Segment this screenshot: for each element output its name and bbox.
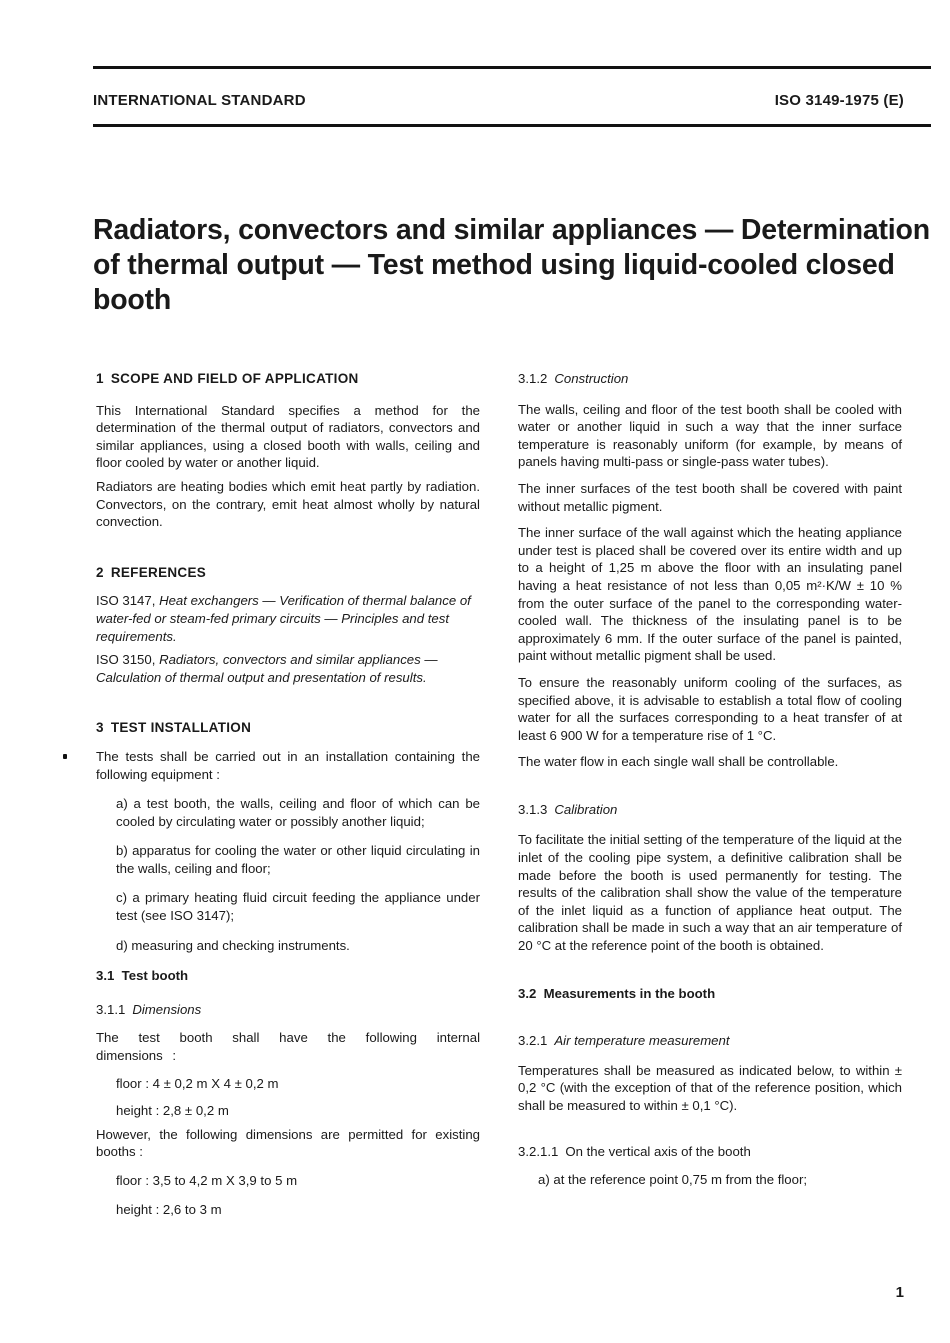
- reference-title: Radiators, convectors and similar appliances — Calculation of thermal output and presentation of results.: [96, 652, 438, 685]
- header-bottom-rule: [93, 124, 931, 127]
- section-number: 1: [96, 371, 104, 386]
- subsection-3-1-2-heading: [518, 370, 902, 388]
- installation-intro: The tests shall be carried out in an installation containing the following equipment :: [96, 748, 480, 782]
- height-dimension: height : 2,8 ± 0,2 m: [116, 1103, 229, 1119]
- section-number: 3.1.3: [518, 801, 548, 817]
- reference-iso-3150: [96, 651, 480, 686]
- existing-height-dimension: height : 2,6 to 3 m: [116, 1201, 222, 1217]
- section-title: On the vertical axis of the booth: [565, 1143, 751, 1159]
- right-column: [518, 370, 902, 1189]
- reference-code: ISO 3147,: [96, 593, 156, 609]
- section-3-heading: [96, 719, 480, 737]
- construction-paragraph-5: The water flow in each single wall shall be controllable.: [518, 754, 839, 770]
- margin-mark: [63, 754, 67, 759]
- equipment-item-a: a) a test booth, the walls, ceiling and floor of which can be cooled by circulating water or possibly another liquid;: [116, 796, 480, 829]
- subsection-3-2-heading: [518, 985, 902, 1003]
- section-number: 3.2.1: [518, 1033, 548, 1049]
- air-temperature-paragraph: Temperatures shall be measured as indicated below, to within ± 0,2 °C (with the exception of that of the reference position, which shall be measured to within ± 0,1 °C).: [518, 1062, 902, 1113]
- section-number: 3.2: [518, 985, 537, 1001]
- header-top-rule: [93, 66, 931, 69]
- standard-number: ISO 3149-1975 (E): [774, 92, 904, 109]
- section-title: Dimensions: [132, 1001, 202, 1017]
- section-title: Construction: [554, 371, 629, 386]
- document-title: Radiators, convectors and similar appliances — Determination of thermal output — Test method using liquid-cooled closed booth: [93, 214, 930, 316]
- section-number: 3: [96, 720, 104, 736]
- section-title: SCOPE AND FIELD OF APPLICATION: [110, 371, 359, 386]
- section-2-heading: [96, 564, 480, 582]
- subsection-3-2-1-1-heading: [518, 1143, 902, 1161]
- section-number: 3.1: [96, 968, 115, 984]
- section-number: 3.1.2: [518, 371, 548, 386]
- subsection-3-2-1-heading: [518, 1032, 902, 1050]
- equipment-item-b: b) apparatus for cooling the water or other liquid circulating in the walls, ceiling and floor;: [116, 843, 480, 876]
- reference-iso-3147: [96, 592, 480, 645]
- floor-dimension: floor : 4 ± 0,2 m X 4 ± 0,2 m: [116, 1075, 279, 1091]
- section-title: Test booth: [121, 968, 189, 984]
- section-title: Measurements in the booth: [543, 985, 716, 1001]
- construction-paragraph-4: To ensure the reasonably uniform cooling of the surfaces, as specified above, it is advisable to establish a total flow of cooling water for all the surfaces corresponding to a heat transfer of at least 6 900 W for a temperature rise of 1 °C.: [518, 674, 902, 743]
- equipment-item-c: c) a primary heating fluid circuit feeding the appliance under test (see ISO 3147);: [116, 890, 480, 924]
- section-1-heading: [96, 370, 480, 388]
- subsection-3-1-heading: [96, 967, 480, 985]
- section-number: 3.1.1: [96, 1001, 126, 1017]
- section-title: Calibration: [554, 801, 618, 817]
- construction-paragraph-2: The inner surfaces of the test booth shall be covered with paint without metallic pigment.: [518, 480, 902, 514]
- document-type-label: INTERNATIONAL STANDARD: [93, 92, 306, 109]
- construction-paragraph-3: The inner surface of the wall against which the heating appliance under test is placed shall be covered over its entire width and up to a height of 1,25 m above the floor with an insulating panel having a heat resistance of not less than 0,05 m²·K/W ± 10 % from the outer surface of the panel to the corresponding water-cooled wall. The thickness of the insulating panel is to be approximately 6 mm. If the outer surface of the panel is painted, paint without metallic pigment shall be used.: [518, 525, 902, 664]
- calibration-paragraph: To facilitate the initial setting of the temperature of the liquid at the inlet of the cooling pipe system, a definitive calibration shall be made before the booth is used permanently for testing. The results of the calibration shall show the value of the temperature of the inlet liquid as a function of appliance heat output. The calibration shall be made in such a way that an air temperature of 20 °C at the reference point of the booth is obtained.: [518, 832, 902, 954]
- existing-booths-note: However, the following dimensions are permitted for existing booths :: [96, 1126, 480, 1160]
- vertical-axis-item-a: a) at the reference point 0,75 m from the floor;: [538, 1172, 808, 1188]
- left-column: [96, 370, 480, 1218]
- equipment-item-d: d) measuring and checking instruments.: [116, 937, 350, 953]
- reference-code: ISO 3150,: [96, 652, 156, 668]
- section-number: 3.2.1.1: [518, 1143, 559, 1159]
- construction-paragraph-1: The walls, ceiling and floor of the test booth shall be cooled with water or another liquid in such a way that the inner surface temperature is reasonably uniform (for example, by means of panels having multi-pass or single-pass water tubes).: [518, 401, 902, 470]
- dimensions-intro: The test booth shall have the following internal dimensions :: [96, 1030, 480, 1064]
- subsection-3-1-3-heading: [518, 801, 902, 819]
- reference-title: Heat exchangers — Verification of thermal balance of water-fed or steam-fed primary circuits — Principles and test requirements.: [96, 593, 471, 644]
- section-number: 2: [96, 564, 104, 580]
- section-title: TEST INSTALLATION: [110, 720, 252, 736]
- existing-floor-dimension: floor : 3,5 to 4,2 m X 3,9 to 5 m: [116, 1173, 298, 1188]
- section-title: REFERENCES: [110, 564, 207, 580]
- scope-paragraph-2: Radiators are heating bodies which emit heat partly by radiation. Convectors, on the contrary, emit heat almost wholly by natural convection.: [96, 478, 480, 530]
- subsection-3-1-1-heading: [96, 1001, 480, 1019]
- page-number: 1: [895, 1284, 904, 1301]
- section-title: Air temperature measurement: [554, 1033, 730, 1049]
- scope-paragraph-1: This International Standard specifies a method for the determination of the thermal output of radiators, convectors and similar appliances, using a closed booth with walls, ceiling and floor cooled by water or another liquid.: [96, 402, 480, 471]
